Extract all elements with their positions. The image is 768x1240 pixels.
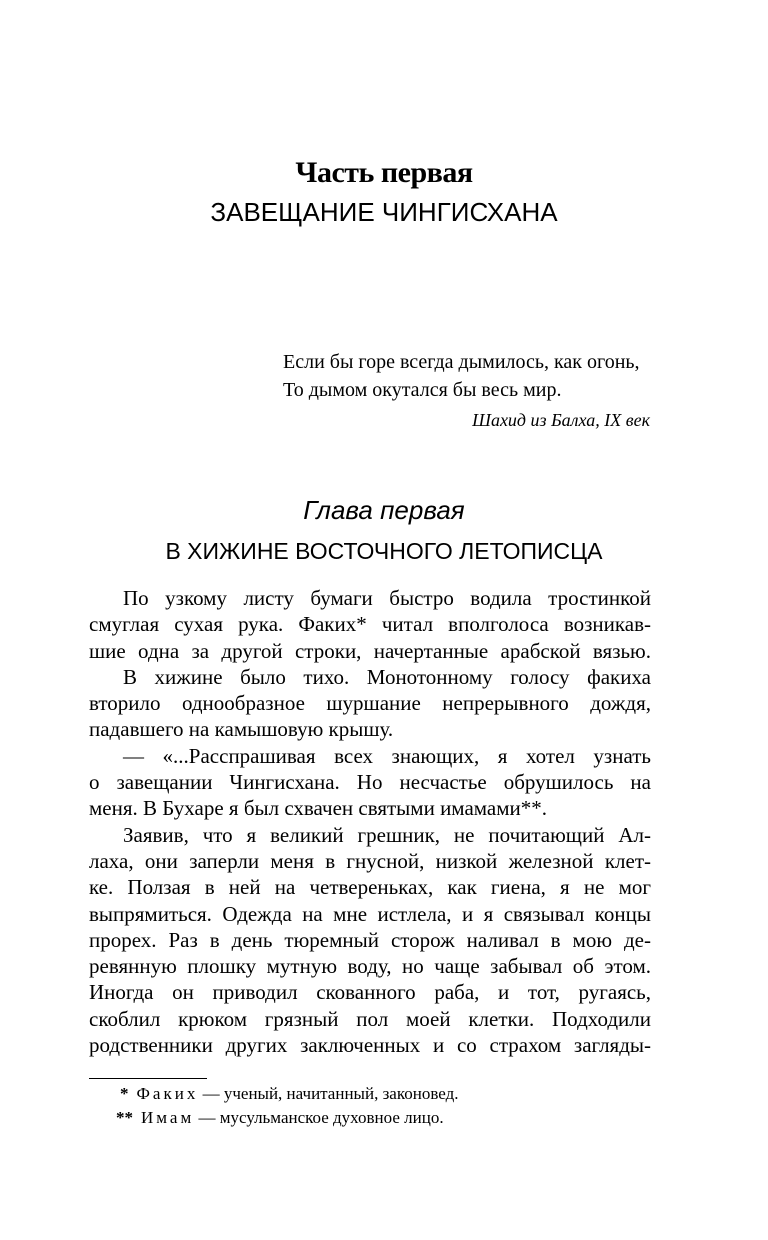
body-line: падавшего на камышовую крышу. (89, 717, 394, 742)
body-line: выпрямиться. Одежда на мне истлела, и я связывал концы (89, 901, 651, 926)
body-line: родственники других заключенных и со страхом загляды- (89, 1033, 651, 1058)
part-title: ЗАВЕЩАНИЕ ЧИНГИСХАНА (210, 197, 558, 227)
part-label: Часть первая (295, 156, 473, 189)
body-line: вторило однообразное шуршание непрерывного дождя, (89, 691, 651, 716)
body-line: шие одна за другой строки, начертанные арабской вязью. (89, 638, 651, 663)
body-line: В хижине было тихо. Монотонному голосу факиха (123, 664, 651, 689)
body-line: лаха, они заперли меня в гнусной, низкой железной клет- (89, 848, 651, 873)
footnote-mark: ** (116, 1108, 133, 1127)
body-line: прорех. Раз в день тюремный сторож наливал в мою де- (89, 927, 651, 952)
footnote-divider (89, 1078, 207, 1079)
body-line: По узкому листу бумаги быстро водила тростинкой (123, 586, 651, 610)
footnote-text: — мусульманское духовное лицо. (194, 1108, 444, 1127)
epigraph-attribution: Шахид из Балха, IX век (472, 410, 650, 430)
footnote-2 (116, 1106, 656, 1130)
body-line: о завещании Чингисхана. Но несчастье обрушилось на (89, 770, 651, 795)
body-line: ревянную плошку мутную воду, но чаще забывал об этом. (89, 954, 651, 979)
chapter-title: В ХИЖИНЕ ВОСТОЧНОГО ЛЕТОПИСЦА (165, 538, 603, 564)
epigraph-line-1: Если бы горе всегда дымилось, как огонь, (283, 351, 640, 373)
chapter-label: Глава первая (303, 495, 465, 525)
body-line: меня. В Бухаре я был схвачен святыми имамами**. (89, 796, 548, 821)
body-line: ке. Ползая в ней на четвереньках, как гиена, я не мог (89, 875, 651, 900)
footnote-text: — ученый, начитанный, законовед. (198, 1084, 459, 1103)
body-line: — «...Расспрашивая всех знающих, я хотел узнать (123, 743, 651, 768)
footnote-term: Имам (141, 1108, 195, 1127)
footnote-1 (120, 1082, 660, 1106)
epigraph-line-2: То дымом окутался бы весь мир. (283, 379, 562, 401)
body-line: Заявив, что я великий грешник, не почитающий Ал- (123, 822, 651, 847)
footnote-term: Факих (136, 1084, 199, 1103)
body-line: смуглая сухая рука. Факих* читал вполголоса возникав- (89, 612, 651, 637)
body-text (89, 585, 651, 1058)
body-line: Иногда он приводил скованного раба, и тот, ругаясь, (89, 980, 651, 1005)
footnote-mark: * (120, 1084, 129, 1103)
body-line: скоблил крюком грязный пол моей клетки. Подходили (89, 1006, 651, 1031)
